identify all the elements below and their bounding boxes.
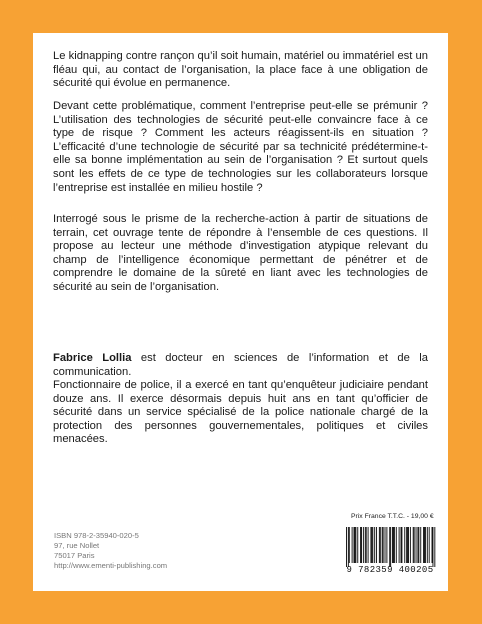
barcode-bar xyxy=(390,527,391,567)
barcode-bar xyxy=(352,527,353,563)
questions-paragraph: Devant cette problématique, comment l’entreprise peut-elle se prémunir ? L’utilisation des technologies de sécurité peut-elle convaincre face à ce type de risque ? Comment les acteurs réagissent-ils en situation ? L’efficacité d’une technologie de sécurité par sa technicité prédétermine-t-elle sa bonne implémentation au sein de l’organisation ? Et surtout quels sont les effets de ce type de technologies sur les collaborateurs lorsque l’entreprise est installée en milieu hostile ? xyxy=(53,100,428,194)
barcode-bar xyxy=(389,527,390,567)
barcode-bar xyxy=(374,527,375,563)
barcode-bar xyxy=(418,527,419,563)
barcode-bar xyxy=(376,527,377,563)
barcode-bar xyxy=(386,527,387,563)
barcode-bar xyxy=(354,527,355,563)
barcode-bar xyxy=(420,527,421,563)
barcode-bar xyxy=(417,527,418,563)
barcode-bar xyxy=(416,527,417,563)
barcode-bar xyxy=(365,527,366,563)
barcode-digits: 9 782359 400205 xyxy=(346,565,434,575)
barcode-bar xyxy=(432,527,433,563)
barcode-bar xyxy=(366,527,367,563)
barcode-bar xyxy=(346,527,347,567)
barcode-bar xyxy=(408,527,409,563)
author-name: Fabrice Lollia xyxy=(53,352,132,364)
barcode-bar xyxy=(407,527,408,563)
barcode-bar xyxy=(385,527,386,563)
barcode-bar xyxy=(414,527,415,563)
intro-paragraph: Le kidnapping contre rançon qu’il soit humain, matériel ou immatériel est un fléau qui, au contact de l’organisation, la place face à une obligation de sécurité qui évolue en permanence. xyxy=(53,50,428,90)
author-bio xyxy=(53,352,428,379)
price-label: Prix France T.T.C. - 19,00 € xyxy=(351,513,434,520)
barcode-bar xyxy=(425,527,426,563)
isbn: ISBN 978-2-35940-020-5 xyxy=(54,531,139,540)
barcode-bar xyxy=(357,527,358,563)
barcode-bar xyxy=(434,527,435,567)
barcode-bar xyxy=(371,527,372,563)
barcode-bar xyxy=(406,527,407,563)
barcode-bar xyxy=(370,527,371,563)
barcode-bar xyxy=(379,527,380,563)
barcode-bar xyxy=(413,527,414,563)
barcode-bar xyxy=(399,527,400,563)
author-career: Fonctionnaire de police, il a exercé en tant qu’enquêteur judiciaire pendant douze ans. Il exerce désormais depuis huit ans en tant qu’officier de sécurité dans un service spécialisé de la police nationale chargé de la protection des personnes gouvernementales, politiques et civiles menacées. xyxy=(53,379,428,446)
barcode-bar xyxy=(427,527,428,563)
barcode xyxy=(338,523,442,579)
barcode-bar xyxy=(361,527,362,563)
barcode-bar xyxy=(401,527,402,563)
barcode-bar xyxy=(429,527,430,563)
barcode-bar xyxy=(382,527,383,563)
barcode-bar xyxy=(401,527,402,563)
barcode-bar xyxy=(349,527,350,563)
barcode-bar xyxy=(360,527,361,563)
barcode-bar xyxy=(383,527,384,563)
barcode-bar xyxy=(355,527,356,563)
barcode-bar xyxy=(354,527,355,563)
barcode-bar xyxy=(348,527,349,567)
barcode-bar xyxy=(432,527,433,567)
barcode-bar xyxy=(363,527,364,563)
barcode-bar xyxy=(404,527,405,563)
barcode-bar xyxy=(393,527,394,563)
publisher-address: 97, rue Nollet xyxy=(54,541,100,550)
publisher-url[interactable]: http://www.ementi-publishing.com xyxy=(54,561,168,570)
back-cover xyxy=(33,33,448,591)
barcode-bar xyxy=(392,527,393,563)
barcode-bars xyxy=(338,523,442,567)
publisher-info xyxy=(54,531,167,571)
barcode-bar xyxy=(394,527,395,563)
barcode-bar xyxy=(396,527,397,563)
method-paragraph: Interrogé sous le prisme de la recherche-action à partir de situations de terrain, cet ouvrage tente de répondre à l’ensemble de ces questions. Il propose au lecteur une méthode d’investigation atypique relevant du champ de l’intelligence économique permettant de pénétrer et de comprendre le domaine de la sûreté en liant avec les technologies de sécurité au sein de l’organisation. xyxy=(53,213,428,293)
barcode-bar xyxy=(423,527,424,563)
barcode-bar xyxy=(380,527,381,563)
author-bio-line1: est docteur en sciences de l’information et de la communication. xyxy=(53,352,428,378)
barcode-bar xyxy=(424,527,425,563)
publisher-city: 75017 Paris xyxy=(54,551,95,560)
barcode-bar xyxy=(410,527,411,563)
barcode-bar xyxy=(372,527,373,563)
barcode-bar xyxy=(368,527,369,563)
